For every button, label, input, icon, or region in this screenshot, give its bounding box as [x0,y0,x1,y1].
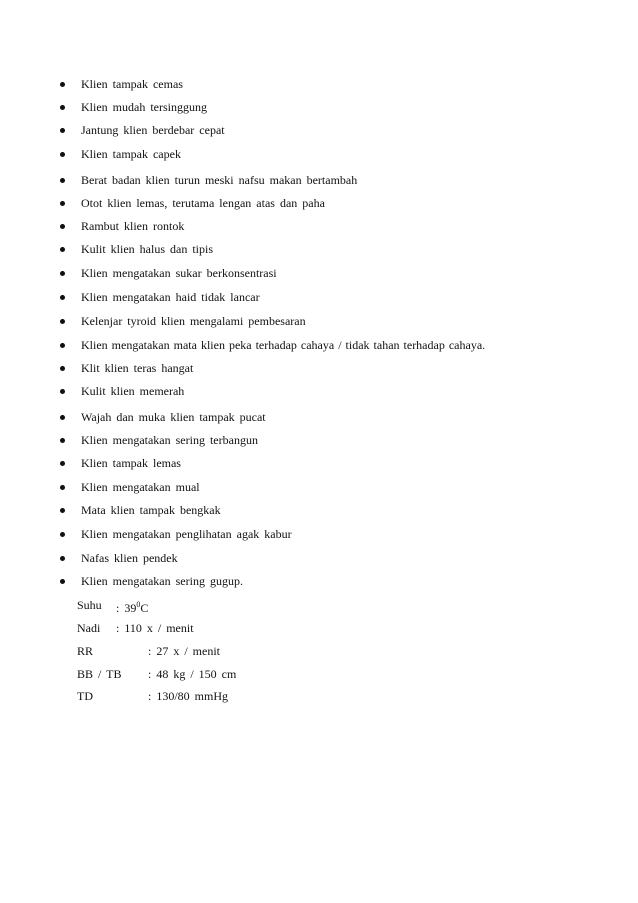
list-item [0,359,638,377]
vital-label: Suhu [77,598,102,612]
list-item-text: Klit klien teras hangat [81,361,194,375]
bullet-icon [57,525,67,543]
list-item [0,525,638,543]
list-item [0,408,638,426]
list-item-text: Rambut klien rontok [81,219,185,233]
list-item [0,501,638,519]
bullet-icon [57,478,67,496]
list-item [0,264,638,282]
list-item-text: Nafas klien pendek [81,551,178,565]
list-item-text: Klien mengatakan sukar berkonsentrasi [81,266,277,280]
list-item [0,98,638,116]
list-item-text: Klien mengatakan sering gugup. [81,574,243,588]
vital-row-suhu [0,596,638,614]
vital-label: BB / TB [77,667,122,681]
bullet-icon [57,171,67,189]
bullet-icon [57,194,67,212]
bullet-icon [57,217,67,235]
list-item [0,121,638,139]
list-item-text: Klien tampak capek [81,147,181,161]
bullet-icon [57,145,67,163]
bullet-icon [57,336,67,354]
bullet-icon [57,431,67,449]
bullet-icon [57,408,67,426]
vital-row-bbtb [0,665,638,683]
bullet-icon [57,382,67,400]
list-item-text: Klien tampak lemas [81,456,181,470]
list-item-text: Mata klien tampak bengkak [81,503,221,517]
list-item-text: Wajah dan muka klien tampak pucat [81,410,266,424]
vital-row-td [0,687,638,705]
bullet-icon [57,288,67,306]
vital-label: TD [77,689,93,703]
bullet-icon [57,572,67,590]
list-item [0,478,638,496]
bullet-icon [57,454,67,472]
vital-row-rr [0,642,638,660]
vital-value: : 48 kg / 150 cm [148,667,237,681]
list-item [0,240,638,258]
list-item-text: Klien tampak cemas [81,77,183,91]
vital-label: Nadi [77,621,101,635]
list-item-text: Klien mengatakan mual [81,480,200,494]
list-item [0,145,638,163]
vital-value: : $39^0C$ [116,600,149,615]
list-item [0,171,638,189]
list-item [0,312,638,330]
vital-value: : 27 x / menit [148,644,220,658]
list-item [0,194,638,212]
bullet-icon [57,240,67,258]
vital-value: : 130/80 mmHg [148,689,229,703]
list-item [0,288,638,306]
list-item-text: Klien mudah tersinggung [81,100,207,114]
bullet-icon [57,359,67,377]
list-item-text: Kulit klien memerah [81,384,185,398]
list-item [0,431,638,449]
bullet-icon [57,501,67,519]
bullet-icon [57,312,67,330]
vital-label: RR [77,644,94,658]
list-item [0,572,638,590]
list-item-text: Kelenjar tyroid klien mengalami pembesaran [81,314,306,328]
list-item [0,454,638,472]
vital-value: : 110 x / menit [116,621,194,635]
bullet-icon [57,98,67,116]
list-item-text: Berat badan klien turun meski nafsu makan bertambah [81,173,358,187]
list-item-text: Jantung klien berdebar cepat [81,123,225,137]
list-item [0,382,638,400]
list-item-text: Otot klien lemas, terutama lengan atas dan paha [81,196,325,210]
bullet-icon [57,549,67,567]
list-item-text: Klien mengatakan haid tidak lancar [81,290,260,304]
list-item [0,75,638,93]
list-item [0,217,638,235]
list-item [0,549,638,567]
vital-row-nadi [0,619,638,637]
list-item-text: Klien mengatakan penglihatan agak kabur [81,527,292,541]
bullet-icon [57,75,67,93]
bullet-icon [57,264,67,282]
bullet-icon [57,121,67,139]
list-item-text: Klien mengatakan sering terbangun [81,433,258,447]
list-item-text: Klien mengatakan mata klien peka terhadap cahaya / tidak tahan terhadap cahaya. [81,338,486,352]
list-item-text: Kulit klien halus dan tipis [81,242,213,256]
list-item [0,336,638,354]
